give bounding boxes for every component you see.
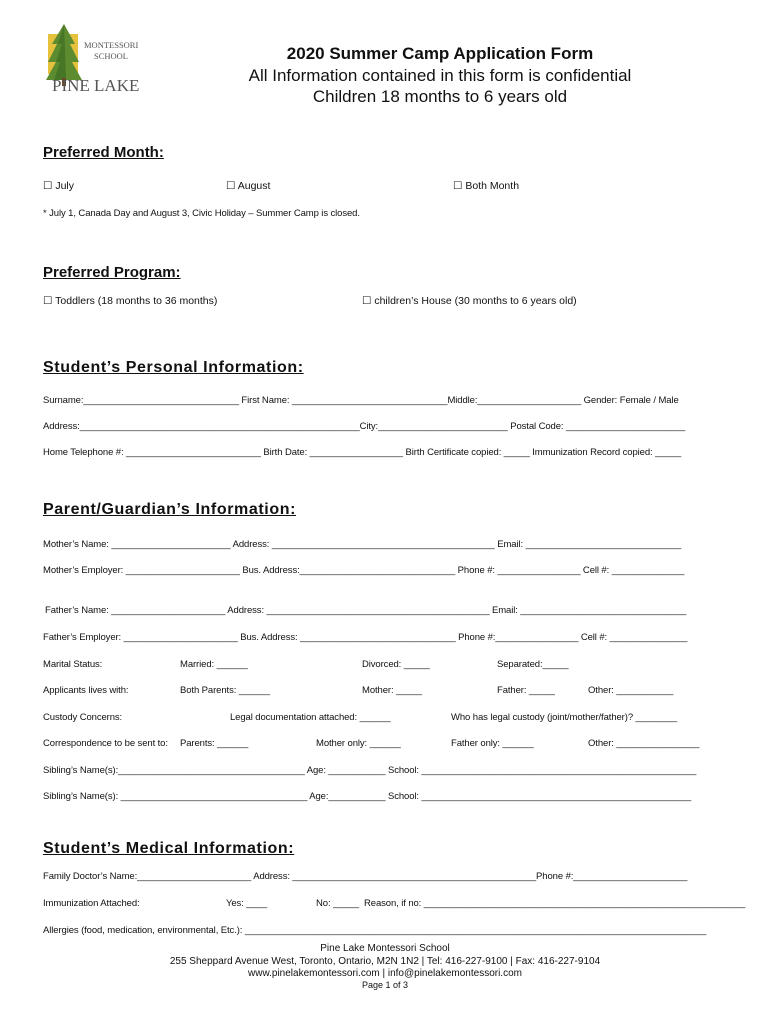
both-month-checkbox[interactable]: ☐ Both Month xyxy=(453,180,520,192)
sibling-row-2[interactable]: Sibling’s Name(s): ____________________________________ Age:___________ School: ____________________________________________________ xyxy=(43,791,692,802)
mother-only-field[interactable]: Mother only: ______ xyxy=(316,738,401,749)
student-name-row[interactable]: Surname:______________________________ First Name: ______________________________Middle:____________________ Gender: Female / Male xyxy=(43,395,679,406)
page-number: Page 1 of 3 xyxy=(361,980,409,990)
parent-info-heading: Parent/Guardian’s Information: xyxy=(43,501,296,518)
student-address-row[interactable]: Address:______________________________________________________City:_________________________ Postal Code: _______________________ xyxy=(43,421,686,432)
father-name-row[interactable]: Father’s Name: ______________________ Address: ___________________________________________ Email: ________________________________ xyxy=(45,605,687,616)
separated-field[interactable]: Separated:_____ xyxy=(497,659,569,670)
both-parents-field[interactable]: Both Parents: ______ xyxy=(180,685,270,696)
custody-label: Custody Concerns: xyxy=(43,712,123,723)
mother-name-row[interactable]: Mother’s Name: _______________________ Address: ___________________________________________ Email: ______________________________ xyxy=(43,539,682,550)
father-only-field[interactable]: Father only: ______ xyxy=(451,738,534,749)
sibling-row-1[interactable]: Sibling’s Name(s):____________________________________ Age: ___________ School: _____________________________________________________ xyxy=(43,765,697,776)
father-field[interactable]: Father: _____ xyxy=(497,685,555,696)
immunization-yes-field[interactable]: Yes: ____ xyxy=(226,898,268,909)
august-checkbox[interactable]: ☐ August xyxy=(226,180,271,192)
student-phone-row[interactable]: Home Telephone #: __________________________ Birth Date: __________________ Birth Certificate copied: _____ Immunization Record copied: _____ xyxy=(43,447,682,458)
preferred-month-heading: Preferred Month: xyxy=(43,144,164,161)
logo-line1: MONTESSORI xyxy=(84,40,139,50)
correspondence-label: Correspondence to be sent to: xyxy=(43,738,168,749)
father-employer-row[interactable]: Father’s Employer: ______________________ Bus. Address: ______________________________ Phone #:________________ Cell #: _______________ xyxy=(43,632,688,643)
preferred-program-heading: Preferred Program: xyxy=(43,264,181,281)
married-field[interactable]: Married: ______ xyxy=(180,659,248,670)
marital-status-label: Marital Status: xyxy=(43,659,103,670)
mother-field[interactable]: Mother: _____ xyxy=(362,685,422,696)
legal-doc-field[interactable]: Legal documentation attached: ______ xyxy=(230,712,391,723)
footer-address: 255 Sheppard Avenue West, Toronto, Ontario, M2N 1N2 | Tel: 416-227-9100 | Fax: 416-227-9104 xyxy=(169,956,601,967)
student-info-heading: Student’s Personal Information: xyxy=(43,359,304,376)
toddlers-checkbox[interactable]: ☐ Toddlers (18 months to 36 months) xyxy=(43,295,218,307)
doctor-row[interactable]: Family Doctor’s Name:______________________ Address: _______________________________________________Phone #:______________________ xyxy=(43,871,688,882)
legal-custody-field[interactable]: Who has legal custody (joint/mother/father)? ________ xyxy=(451,712,678,723)
logo-line2: SCHOOL xyxy=(94,51,129,61)
medical-info-heading: Student’s Medical Information: xyxy=(43,840,295,857)
school-logo xyxy=(44,22,154,104)
divorced-field[interactable]: Divorced: _____ xyxy=(362,659,430,670)
immunization-label: Immunization Attached: xyxy=(43,898,140,909)
immunization-no-field[interactable]: No: _____ xyxy=(316,898,359,909)
mother-employer-row[interactable]: Mother’s Employer: ______________________ Bus. Address:______________________________ Phone #: ________________ Cell #: ______________ xyxy=(43,565,685,576)
other-correspondence-field[interactable]: Other: ________________ xyxy=(588,738,700,749)
childrens-house-checkbox[interactable]: ☐ children’s House (30 months to 6 years old) xyxy=(362,295,577,307)
lives-with-label: Applicants lives with: xyxy=(43,685,129,696)
parents-field[interactable]: Parents: ______ xyxy=(180,738,249,749)
logo-name: PINE LAKE xyxy=(52,76,140,95)
other-field[interactable]: Other: ___________ xyxy=(588,685,674,696)
footer-school: Pine Lake Montessori School xyxy=(320,943,450,954)
form-title: 2020 Summer Camp Application Form xyxy=(286,44,594,63)
footer-web[interactable]: www.pinelakemontessori.com | info@pinelakemontessori.com xyxy=(248,968,522,979)
confidential-note: All Information contained in this form is confidential xyxy=(248,66,632,85)
july-checkbox[interactable]: ☐ July xyxy=(43,180,75,192)
closure-note: * July 1, Canada Day and August 3, Civic Holiday – Summer Camp is closed. xyxy=(43,208,360,219)
age-range: Children 18 months to 6 years old xyxy=(312,87,568,106)
immunization-reason-field[interactable]: Reason, if no: ______________________________________________________________ xyxy=(364,898,746,909)
allergies-row[interactable]: Allergies (food, medication, environmental, Etc.): _________________________________________________________________________________________ xyxy=(43,925,707,936)
